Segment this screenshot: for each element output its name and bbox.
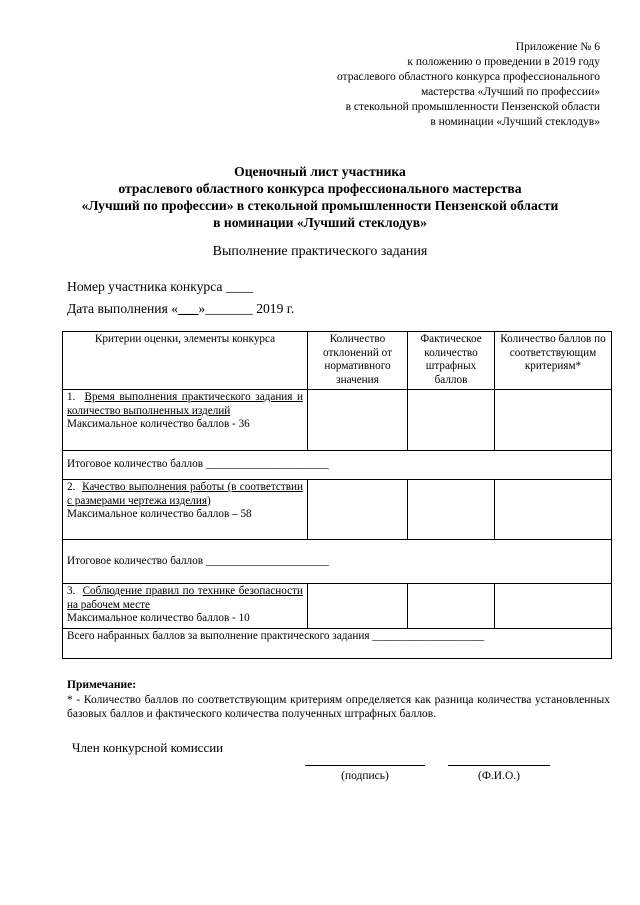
criterion-name: Соблюдение правил по технике безопасности на рабочем месте [67, 585, 304, 611]
header-points: Количество баллов по соответствующим критериям* [495, 332, 612, 390]
criterion-max: Максимальное количество баллов - 10 [67, 612, 250, 624]
deviations-cell[interactable] [308, 584, 408, 629]
participant-number-field: Номер участника конкурса ____ [67, 279, 254, 294]
signature-line[interactable] [305, 765, 425, 766]
note-heading: Примечание: [67, 679, 137, 691]
table-header-row [63, 332, 612, 390]
title-line: в номинации «Лучший стеклодув» [213, 215, 427, 230]
title-line: «Лучший по профессии» в стекольной промышленности Пензенской области [81, 198, 559, 213]
date-day-blank: ___ [178, 301, 199, 316]
criterion-number: 2. [67, 481, 76, 493]
appendix-line: в номинации «Лучший стеклодув» [430, 116, 600, 128]
criterion-cell [63, 584, 308, 629]
signature-caption: (подпись) [341, 770, 389, 782]
grand-total-cell: Всего набранных баллов за выполнение практического задания ____________________ [63, 629, 612, 659]
title-line: отраслевого областного конкурса профессионального мастерства [118, 181, 522, 196]
title-line: Оценочный лист участника [234, 164, 406, 179]
penalty-cell[interactable] [408, 584, 495, 629]
criteria-table [62, 331, 612, 659]
name-line[interactable] [448, 765, 550, 766]
note-text: * - Количество баллов по соответствующим критериям определяется как разница количества установленных базовых баллов и фактического количества полученных штрафных баллов. [67, 693, 610, 720]
appendix-header [220, 40, 600, 130]
criterion-number: 1. [67, 391, 76, 403]
appendix-line: отраслевого областного конкурса профессионального [336, 71, 600, 83]
appendix-line: к положению о проведении в 2019 году [407, 56, 600, 68]
commission-member-label: Член конкурсной комиссии [72, 740, 224, 755]
points-cell[interactable] [495, 480, 612, 540]
table-row [63, 629, 612, 659]
criterion-name: Время выполнения практического задания и количество выполненных изделий [67, 391, 303, 417]
table-row [63, 390, 612, 451]
table-row [63, 584, 612, 629]
header-criteria: Критерии оценки, элементы конкурса [63, 332, 308, 390]
table-row [63, 480, 612, 540]
table-row [63, 540, 612, 584]
section-subtitle: Выполнение практического задания [212, 244, 428, 259]
subtotal-cell: Итоговое количество баллов ______________________ [63, 540, 612, 584]
criterion-name: Качество выполнения работы (в соответствии с размерами чертежа изделия) [67, 481, 304, 507]
criterion-number: 3. [67, 585, 76, 597]
appendix-line: мастерства «Лучший по профессии» [420, 86, 600, 98]
date-prefix: Дата выполнения « [67, 301, 179, 316]
header-deviations: Количество отклонений от нормативного значения [308, 332, 408, 390]
subtotal-cell: Итоговое количество баллов ______________________ [63, 451, 612, 480]
appendix-line: в стекольной промышленности Пензенской области [345, 101, 600, 113]
header-penalty-points: Фактическое количество штрафных баллов [408, 332, 495, 390]
criterion-cell [63, 390, 308, 451]
document-title [40, 163, 600, 231]
penalty-cell[interactable] [408, 390, 495, 451]
name-caption: (Ф.И.О.) [478, 770, 520, 782]
criterion-cell [63, 480, 308, 540]
date-field [67, 300, 294, 317]
criterion-max: Максимальное количество баллов - 36 [67, 418, 250, 430]
points-cell[interactable] [495, 390, 612, 451]
deviations-cell[interactable] [308, 480, 408, 540]
date-suffix: »_______ 2019 г. [198, 301, 295, 316]
deviations-cell[interactable] [308, 390, 408, 451]
points-cell[interactable] [495, 584, 612, 629]
appendix-line: Приложение № 6 [515, 41, 600, 53]
note-block [67, 678, 610, 722]
table-row [63, 451, 612, 480]
criterion-max: Максимальное количество баллов – 58 [67, 508, 252, 520]
penalty-cell[interactable] [408, 480, 495, 540]
